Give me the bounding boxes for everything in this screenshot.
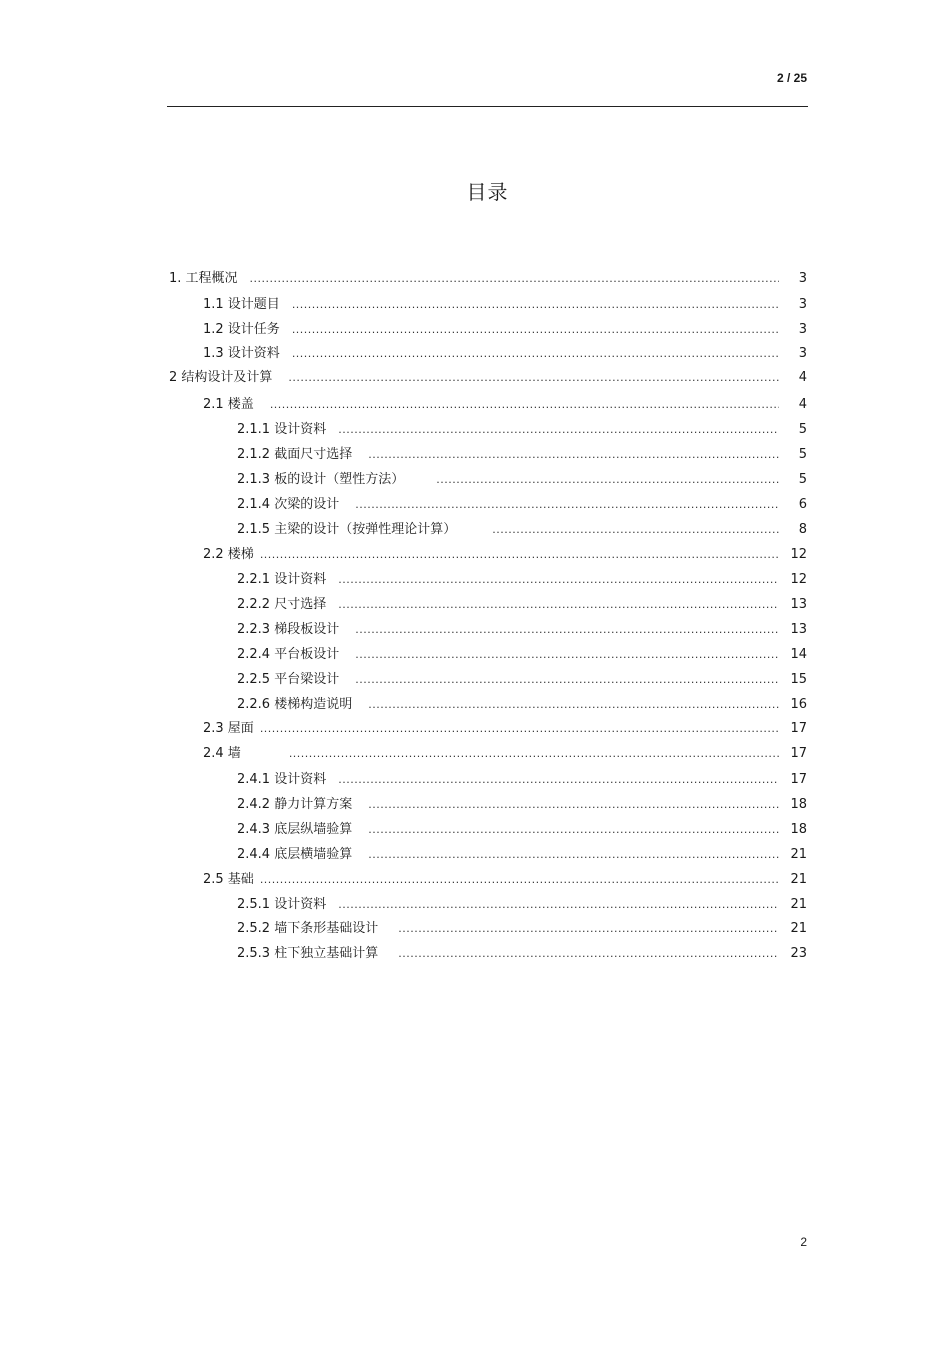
toc-entry[interactable]	[237, 820, 807, 840]
toc-entry-page: 17	[790, 772, 807, 787]
toc-leader-dots	[368, 695, 779, 715]
toc-entry[interactable]	[237, 570, 807, 590]
toc-leader-dots	[368, 845, 779, 865]
toc-entry[interactable]	[203, 395, 807, 415]
toc-entry-label: 2.2.6 楼梯构造说明	[237, 697, 353, 712]
toc-entry[interactable]	[237, 919, 807, 939]
toc-entry-label: 2.1.2 截面尺寸选择	[237, 447, 353, 462]
toc-entry-page: 13	[790, 622, 807, 637]
toc-entry-page: 12	[790, 572, 807, 587]
toc-entry-label: 2.2.2 尺寸选择	[237, 597, 327, 612]
toc-entry[interactable]	[237, 620, 807, 640]
toc-entry-page: 18	[790, 822, 807, 837]
toc-entry-label: 2.2.5 平台梁设计	[237, 672, 340, 687]
toc-entry-page: 5	[798, 472, 807, 487]
toc-entry-label: 2.4.3 底层纵墙验算	[237, 822, 353, 837]
toc-entry-page: 21	[790, 847, 807, 862]
toc-entry-page: 21	[790, 921, 807, 936]
toc-entry[interactable]	[237, 520, 807, 540]
toc-entry[interactable]	[237, 670, 807, 690]
toc-leader-dots	[338, 895, 779, 915]
toc-entry[interactable]	[237, 895, 807, 915]
toc-entry-label: 2.4 墙	[203, 746, 241, 761]
toc-entry-label: 2.4.4 底层横墙验算	[237, 847, 353, 862]
page-title: 目录	[466, 180, 509, 204]
toc-leader-dots	[492, 520, 779, 540]
toc-entry-page: 3	[798, 322, 807, 337]
toc-entry-page: 17	[790, 746, 807, 761]
toc-entry-page: 21	[790, 897, 807, 912]
toc-entry[interactable]	[237, 770, 807, 790]
toc-entry[interactable]	[237, 795, 807, 815]
toc-leader-dots	[436, 470, 779, 490]
toc-entry[interactable]	[169, 269, 807, 289]
toc-entry-label: 2.1.4 次梁的设计	[237, 497, 340, 512]
toc-entry-page: 8	[798, 522, 807, 537]
toc-leader-dots	[338, 595, 779, 615]
toc-leader-dots	[355, 620, 779, 640]
header-page-indicator: 2 / 25	[776, 71, 807, 85]
toc-entry-page: 4	[798, 370, 807, 385]
toc-leader-dots	[270, 395, 779, 415]
toc-entry-page: 3	[798, 271, 807, 286]
toc-leader-dots	[398, 944, 779, 964]
toc-leader-dots	[355, 670, 779, 690]
toc-leader-dots	[292, 320, 779, 340]
toc-entry[interactable]	[203, 295, 807, 315]
toc-entry-label: 2.2 楼梯	[203, 547, 254, 562]
toc-leader-dots	[355, 645, 779, 665]
toc-entry-label: 2.1 楼盖	[203, 397, 254, 412]
toc-leader-dots	[338, 420, 779, 440]
toc-entry-page: 12	[790, 547, 807, 562]
toc-entry-page: 13	[790, 597, 807, 612]
toc-entry[interactable]	[237, 445, 807, 465]
toc-leader-dots	[260, 719, 779, 739]
toc-entry[interactable]	[203, 344, 807, 364]
toc-entry-page: 18	[790, 797, 807, 812]
toc-entry[interactable]	[203, 870, 807, 890]
toc-entry-label: 2.2.3 梯段板设计	[237, 622, 340, 637]
toc-leader-dots	[398, 919, 779, 939]
toc-entry[interactable]	[237, 420, 807, 440]
toc-entry[interactable]	[203, 545, 807, 565]
toc-entry-page: 21	[790, 872, 807, 887]
toc-entry-page: 23	[790, 946, 807, 961]
toc-leader-dots	[368, 795, 779, 815]
toc-entry-page: 4	[798, 397, 807, 412]
toc-leader-dots	[355, 495, 779, 515]
toc-entry-page: 15	[790, 672, 807, 687]
toc-entry-label: 2 结构设计及计算	[169, 370, 273, 385]
toc-entry-page: 3	[798, 346, 807, 361]
toc-leader-dots	[368, 820, 779, 840]
footer-page-number: 2	[800, 1235, 807, 1249]
toc-entry-label: 2.5 基础	[203, 872, 254, 887]
toc-entry-label: 2.1.3 板的设计（塑性方法）	[237, 472, 405, 487]
toc-entry-label: 2.1.1 设计资料	[237, 422, 327, 437]
toc-entry[interactable]	[237, 944, 807, 964]
toc-entry-label: 2.5.2 墙下条形基础设计	[237, 921, 379, 936]
header-rule	[167, 106, 808, 107]
toc-leader-dots	[292, 344, 779, 364]
toc-entry[interactable]	[203, 320, 807, 340]
toc-entry-label: 2.3 屋面	[203, 721, 254, 736]
toc-entry[interactable]	[237, 595, 807, 615]
toc-leader-dots	[260, 545, 779, 565]
toc-entry-page: 17	[790, 721, 807, 736]
toc-entry-label: 2.1.5 主梁的设计（按弹性理论计算）	[237, 522, 457, 537]
toc-entry-page: 14	[790, 647, 807, 662]
toc-entry-label: 2.2.1 设计资料	[237, 572, 327, 587]
toc-leader-dots	[260, 870, 779, 890]
toc-entry[interactable]	[237, 695, 807, 715]
toc-leader-dots	[288, 368, 779, 388]
toc-entry-label: 2.4.2 静力计算方案	[237, 797, 353, 812]
toc-entry-page: 6	[798, 497, 807, 512]
toc-entry[interactable]	[237, 845, 807, 865]
toc-entry-page: 3	[798, 297, 807, 312]
toc-entry-label: 1.2 设计任务	[203, 322, 280, 337]
toc-leader-dots	[338, 570, 779, 590]
toc-entry[interactable]	[203, 719, 807, 739]
toc-entry-label: 2.5.1 设计资料	[237, 897, 327, 912]
toc-leader-dots	[368, 445, 779, 465]
toc-entry-label: 1.1 设计题目	[203, 297, 280, 312]
toc-entry-page: 5	[798, 422, 807, 437]
toc-entry-label: 1. 工程概况	[169, 271, 238, 286]
toc-entry-page: 5	[798, 447, 807, 462]
toc-leader-dots	[250, 269, 779, 289]
toc-entry[interactable]	[237, 495, 807, 515]
toc-entry-label: 1.3 设计资料	[203, 346, 280, 361]
toc-entry[interactable]	[237, 645, 807, 665]
toc-entry-label: 2.2.4 平台板设计	[237, 647, 340, 662]
toc-entry[interactable]	[203, 744, 807, 764]
toc-leader-dots	[338, 770, 779, 790]
toc-entry-label: 2.4.1 设计资料	[237, 772, 327, 787]
toc-entry[interactable]	[169, 368, 807, 388]
toc-entry-label: 2.5.3 柱下独立基础计算	[237, 946, 379, 961]
toc-leader-dots	[292, 295, 779, 315]
toc-entry-page: 16	[790, 697, 807, 712]
toc-entry[interactable]	[237, 470, 807, 490]
toc-leader-dots	[289, 744, 779, 764]
